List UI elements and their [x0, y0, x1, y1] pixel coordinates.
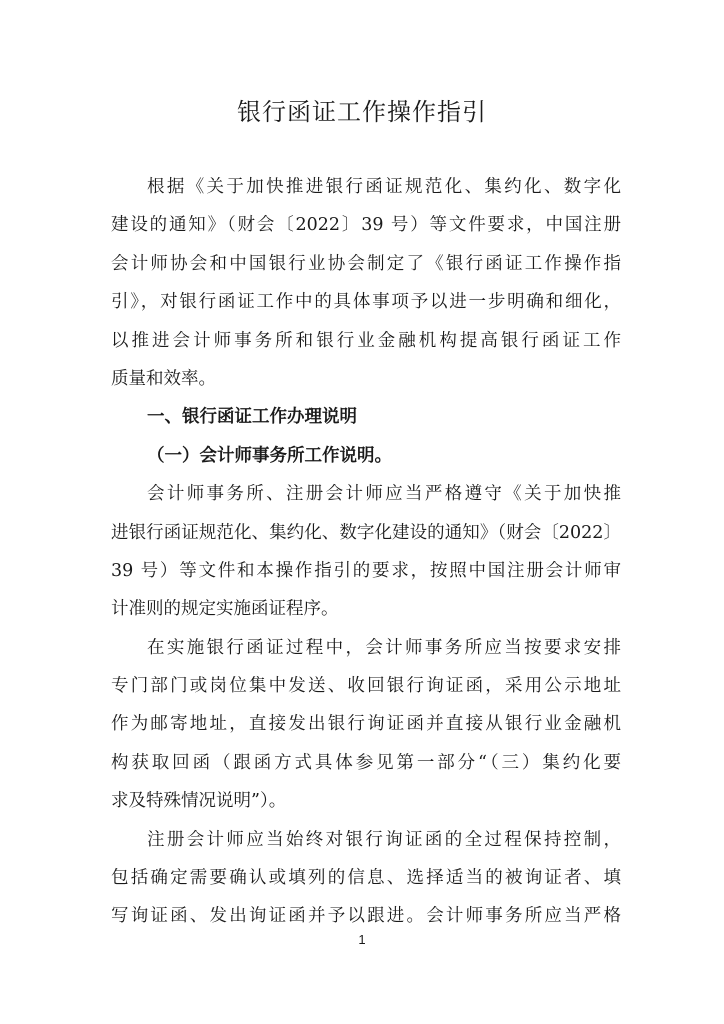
paragraph-1-line-3: 会计师协会和中国银行业协会制定了《银行函证工作操作指: [111, 253, 621, 274]
paragraph-3-line-5: 求及特殊情况说明”）。: [111, 791, 287, 812]
paragraph-3-line-3: 作为邮寄地址，直接发出银行询证函并直接从银行业金融机: [111, 714, 621, 735]
page-number: 1: [358, 932, 366, 947]
paragraph-3-line-2: 专门部门或岗位集中发送、收回银行询证函，采用公示地址: [111, 676, 621, 697]
paragraph-3-line-4: 构获取回函（跟函方式具体参见第一部分“（三）集约化要: [111, 752, 621, 773]
paragraph-3-line-1: 在实施银行函证过程中，会计师事务所应当按要求安排: [147, 637, 621, 658]
subsection-heading-1: （一）会计师事务所工作说明。: [147, 445, 392, 466]
paragraph-1-line-4: 引》，对银行函证工作中的具体事项予以进一步明确和细化，: [111, 292, 621, 313]
paragraph-4-line-3: 写询证函、发出询证函并予以跟进。会计师事务所应当严格: [111, 906, 621, 927]
paragraph-2-line-4: 计准则的规定实施函证程序。: [111, 599, 339, 620]
document-body: [111, 168, 621, 936]
paragraph-4-line-1: 注册会计师应当始终对银行询证函的全过程保持控制，: [147, 829, 621, 850]
section-heading-1: 一、银行函证工作办理说明: [147, 407, 357, 428]
paragraph-1-line-5: 以推进会计师事务所和银行业金融机构提高银行函证工作: [111, 330, 621, 351]
paragraph-4-line-2: 包括确定需要确认或填列的信息、选择适当的被询证者、填: [111, 868, 621, 889]
paragraph-2-line-2: 进银行函证规范化、集约化、数字化建设的通知》（财会〔2022〕: [111, 522, 621, 543]
paragraph-2-line-1: 会计师事务所、注册会计师应当严格遵守《关于加快推: [147, 484, 621, 505]
paragraph-1-line-1: 根据《关于加快推进银行函证规范化、集约化、数字化: [147, 177, 621, 197]
paragraph-1-line-6: 质量和效率。: [111, 368, 216, 389]
paragraph-2-line-3: 39 号）等文件和本操作指引的要求，按照中国注册会计师审: [111, 560, 621, 581]
page-title: 银行函证工作操作指引: [237, 98, 487, 126]
paragraph-1-line-2: 建设的通知》（财会〔2022〕39 号）等文件要求，中国注册: [111, 215, 621, 236]
